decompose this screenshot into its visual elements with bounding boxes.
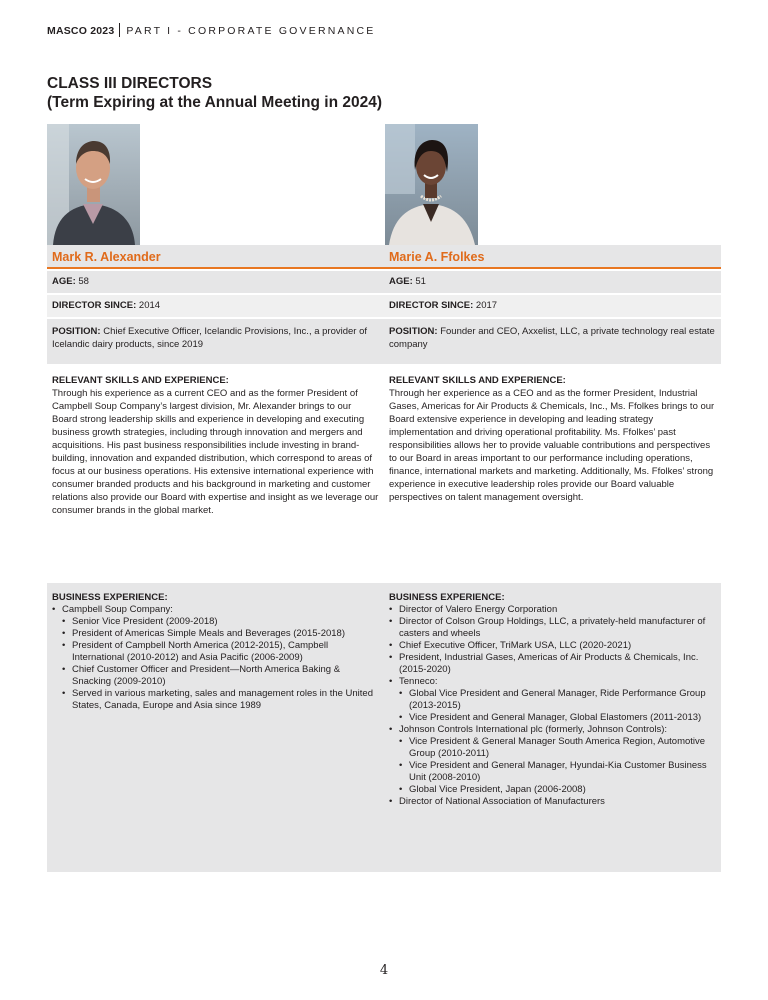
page-number: 4 <box>379 963 389 978</box>
director-name-1: Mark R. Alexander <box>52 250 161 264</box>
business-subitem: • Served in various marketing, sales and management roles in the United States, Canada, Europe and Asia since 1989 <box>62 688 379 712</box>
business-subitem: • Vice President and General Manager, Global Elastomers (2011-2013) <box>399 712 716 724</box>
business-item-text: Tenneco: <box>399 676 438 687</box>
business-sublist <box>399 688 716 724</box>
business-item <box>389 676 716 724</box>
business-item <box>389 652 716 676</box>
business-subitem: • Global Vice President and General Manager, Ride Performance Group (2013-2015) <box>399 688 716 712</box>
business-list-2 <box>389 604 716 808</box>
director-age-1: 58 <box>78 276 89 287</box>
business-sublist <box>62 616 379 712</box>
business-label: BUSINESS EXPERIENCE: <box>52 592 168 603</box>
director-position-2: Founder and CEO, Axxelist, LLC, a private technology real estate company <box>389 326 715 350</box>
business-item <box>389 604 716 616</box>
business-list-1 <box>52 604 379 712</box>
business-subitem: • Senior Vice President (2009-2018) <box>62 616 379 628</box>
director-since-row-2 <box>384 295 721 317</box>
business-item-text: Director of Colson Group Holdings, LLC, a privately-held manufacturer of casters and wheels <box>399 616 706 639</box>
director-name-2: Marie A. Ffolkes <box>389 250 485 264</box>
director-name-row-2 <box>384 245 721 269</box>
director-position-row-1 <box>47 319 384 364</box>
business-subitem: • President of Campbell North America (2012-2015), Campbell International (2010-2012) and Asia Pacific (2006-2009) <box>62 640 379 664</box>
age-label: AGE: <box>52 276 76 287</box>
director-since-label: DIRECTOR SINCE: <box>52 300 137 311</box>
business-subitem: • Chief Customer Officer and President—North America Baking & Snacking (2009-2010) <box>62 664 379 688</box>
business-item-text: Johnson Controls International plc (formerly, Johnson Controls): <box>399 724 668 735</box>
business-item <box>52 604 379 712</box>
director-skills-row-2 <box>384 366 721 581</box>
age-label: AGE: <box>389 276 413 287</box>
director-since-1: 2014 <box>138 300 161 311</box>
header-section: PART I - CORPORATE GOVERNANCE <box>126 25 376 37</box>
position-label: POSITION: <box>52 326 101 337</box>
business-item-text: Director of Valero Energy Corporation <box>399 604 558 615</box>
business-item <box>389 640 716 652</box>
director-name-row-1 <box>47 245 384 269</box>
business-subitem: • Vice President & General Manager South America Region, Automotive Group (2010-2011) <box>399 736 716 760</box>
director-skills-1: Through his experience as a current CEO and as the former President of Campbell Soup Company’s largest division, Mr. Alexander brings to our Board strong leadership skills and experience in developing and executing business growth strategies, including through innovation and mergers and acquisitions. His past business responsibilities include investing in brand-building, innovation and expanded distribution, which correspond to areas of focus at our business operations. His extensive international experience with consumer branded products and his background in marketing and customer relations also provide our Board with expertise and insight as we leverage our consumer brands in the global market. <box>52 388 379 516</box>
skills-label: RELEVANT SKILLS AND EXPERIENCE: <box>52 375 229 386</box>
business-item <box>389 796 716 808</box>
page-title-line2: (Term Expiring at the Annual Meeting in 2024) <box>47 94 383 111</box>
director-position-row-2 <box>384 319 721 364</box>
business-item-text: Campbell Soup Company: <box>62 604 173 615</box>
business-item <box>389 616 716 640</box>
page-title <box>47 74 382 112</box>
director-position-1: Chief Executive Officer, Icelandic Provisions, Inc., a provider of Icelandic dairy products, since 2019 <box>52 326 368 350</box>
director-age-row-2 <box>384 271 721 293</box>
director-business-row-2 <box>384 583 721 872</box>
business-label: BUSINESS EXPERIENCE: <box>389 592 505 603</box>
business-subitem: • President of Americas Simple Meals and Beverages (2015-2018) <box>62 628 379 640</box>
director-since-2: 2017 <box>475 300 498 311</box>
director-age-row-1 <box>47 271 384 293</box>
skills-label: RELEVANT SKILLS AND EXPERIENCE: <box>389 375 566 386</box>
business-subitem: • Global Vice President, Japan (2006-2008) <box>399 784 716 796</box>
business-sublist <box>399 736 716 796</box>
business-item-text: Director of National Association of Manufacturers <box>399 796 605 807</box>
director-skills-row-1 <box>47 366 384 581</box>
director-age-2: 51 <box>415 276 426 287</box>
director-photo-1 <box>47 124 140 245</box>
director-since-label: DIRECTOR SINCE: <box>389 300 474 311</box>
page-header <box>47 23 376 37</box>
business-item-text: President, Industrial Gases, Americas of Air Products & Chemicals, Inc. (2015-2020) <box>399 652 699 675</box>
director-since-row-1 <box>47 295 384 317</box>
director-skills-2: Through her experience as a CEO and as the former President, Industrial Gases, Americas for Air Products & Chemicals, Inc., Ms. Ffolkes brings to our Board extensive experience in developing and leading strategy implementation and driving operational profitability. Ms. Ffolkes’ past responsibilities allows her to provide valuable contributions and perspectives to our Board in areas important to our performance including operations, finance, international markets and marketing. Additionally, Ms. Ffolkes’ strong experience in executive leadership roles provide our Board valuable perspectives on talent management oversight. <box>389 388 715 503</box>
business-subitem: • Vice President and General Manager, Hyundai-Kia Customer Business Unit (2008-2010) <box>399 760 716 784</box>
director-business-row-1 <box>47 583 384 872</box>
page-title-line1: CLASS III DIRECTORS <box>47 75 213 92</box>
header-brand: MASCO 2023 <box>47 25 115 37</box>
business-item <box>389 724 716 796</box>
position-label: POSITION: <box>389 326 438 337</box>
header-divider <box>119 23 120 37</box>
business-item-text: Chief Executive Officer, TriMark USA, LLC (2020-2021) <box>399 640 632 651</box>
director-photo-2 <box>385 124 478 245</box>
